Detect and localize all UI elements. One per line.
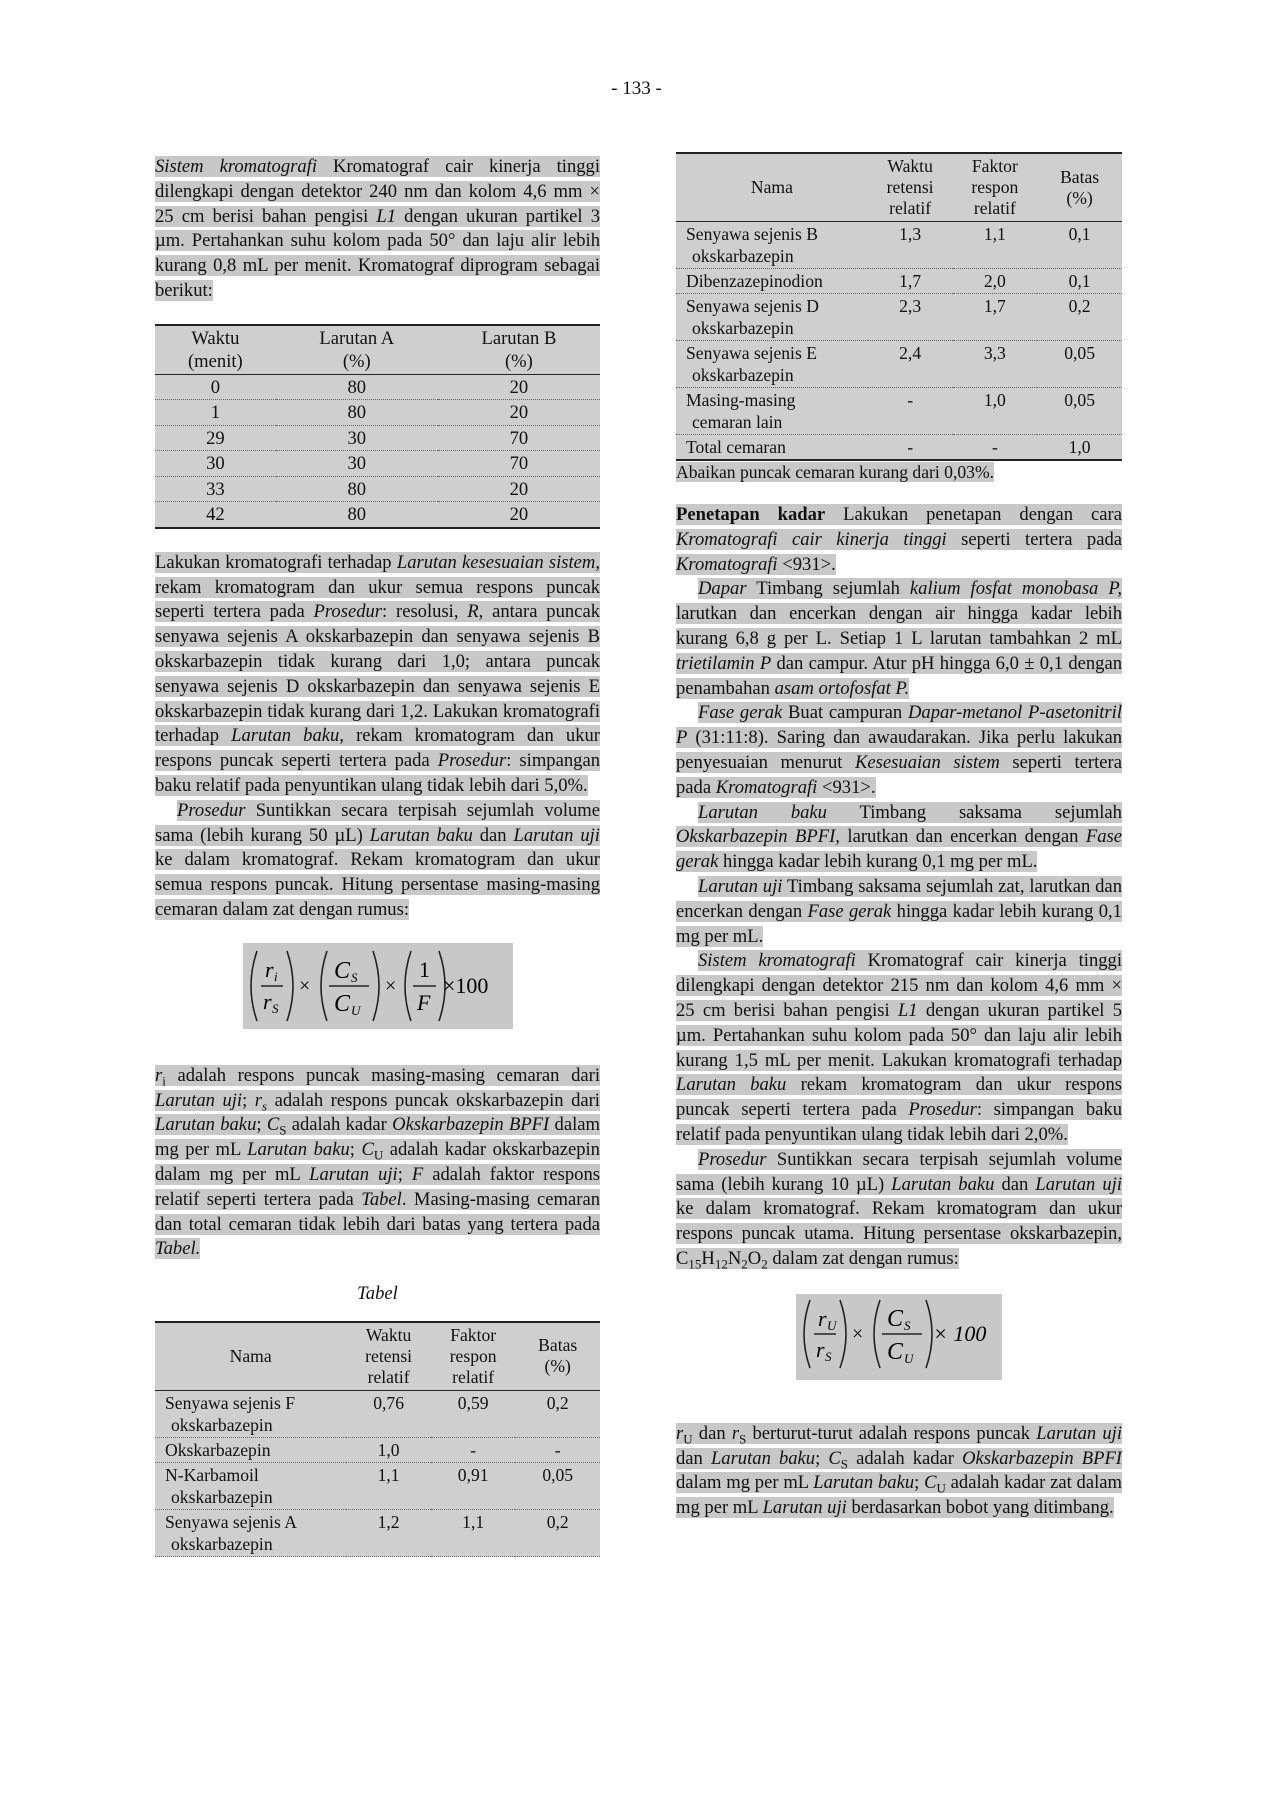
text-run: C [266,1114,280,1136]
text-run: , rekam kromatogram dan ukur semua respons puncak seperti tertera pada [155,551,600,623]
subscript: i [162,1073,166,1089]
f1-c-top-sub: S [350,969,357,985]
text-run: R [467,601,479,623]
impurity-value: 1,0 [1037,435,1122,461]
text-run: r [676,1422,684,1444]
subscript: S [739,1431,747,1447]
text-run: seperti tertera pada [946,528,1122,550]
imp2-header-rrt: Waktu retensi relatif [868,153,953,222]
text-run: r [731,1422,740,1444]
impurity-value: 2,4 [868,341,953,388]
gradient-cell: 0 [155,374,276,400]
impurity-name-line: Senyawa sejenis E [686,343,817,363]
sample-solution-paragraph [676,875,1122,949]
impurity-row [155,1437,600,1462]
f1-r-top-sub: i [273,968,278,984]
f2-factor: × 100 [933,1320,987,1346]
text-run: L1 [376,205,397,227]
gradient-cell: 80 [276,374,438,400]
text-run: adalah kadar [848,1447,963,1469]
impurity-value: - [953,435,1038,461]
impurity-table-1-body [155,1390,600,1556]
gradient-cell: 80 [276,400,438,426]
text-run: Kromatograf cair kinerja tinggi dilengkapi dengan detektor 215 nm dan kolom 4,6 mm × 25 cm berisi bahan pengisi [676,950,1122,1021]
impurity-name-line: Dibenzazepinodion [686,271,823,291]
text-run: Okskarbazepin BPFI [962,1447,1122,1469]
gradient-header-solution-a: Larutan A (%) [276,325,438,375]
text-run: Sistem kromatografi [155,156,318,177]
assay-formula [796,1294,1002,1380]
text-run: adalah kadar okskarbazepin dalam mg per mL [155,1139,600,1185]
table-caption: Tabel [357,1283,398,1305]
text-run: <931>. [777,553,836,575]
text-run: dan [994,1173,1036,1195]
text-run: O [747,1247,762,1269]
impurity-name-line: okskarbazepin [171,1533,273,1554]
f1-c-top: C [333,957,350,984]
subscript: S [279,1123,287,1139]
f1-r-bot: r [262,988,272,1014]
subscript: 2 [761,1256,768,1272]
impurity-value: 0,1 [1037,269,1122,294]
impurity-row [676,388,1122,435]
text-run: dengan ukuran partikel 3 µm. Pertahankan suhu kolom pada 50° dan laju alir lebih kurang 0,8 mL per menit. Kromatograf diprogram sebagai berikut: [155,205,600,301]
text-run: hingga kadar lebih kurang 0,1 mg per mL. [718,851,1038,873]
gradient-row [155,502,600,528]
f2-c-top: C [887,1305,904,1332]
impurity-value: 0,05 [1037,388,1122,435]
text-run: Kromatografi cair kinerja tinggi [676,528,947,550]
text-run: Sistem kromatografi [698,950,856,972]
impurity-value: 0,2 [1037,294,1122,341]
f1-one: 1 [418,956,430,982]
impurity-value: 1,3 [868,222,953,269]
text-run: : resolusi, [382,601,468,623]
f1-times-1: × [298,974,310,997]
text-run: Prosedur [437,750,507,772]
impurity-value: - [515,1437,600,1462]
impurity-name [676,388,868,435]
gradient-cell: 29 [155,425,276,451]
gradient-cell: 30 [155,451,276,477]
text-run: , rekam kromatogram dan ukur respons puncak seperti tertera pada [155,725,600,772]
impurity-row [155,1509,600,1556]
text-run: Larutan uji [762,1497,847,1519]
gradient-row [155,451,600,477]
text-run: Timbang saksama sejumlah [826,801,1122,823]
text-run: Kromatografi [676,553,778,575]
text-run: Kromatografi [715,776,818,798]
subscript: U [373,1147,384,1163]
subscript: 15 [688,1256,702,1272]
impurity-name-line: Total cemaran [686,437,786,457]
impurity-name [676,222,868,269]
impurity-value: 0,2 [515,1390,600,1437]
text-run: larutkan dan encerkan dengan [839,826,1086,848]
impurity-row [155,1390,600,1437]
gradient-header-time: Waktu (menit) [155,325,276,375]
text-run: dan [676,1447,711,1469]
text-run: kalium fosfat monobasa P, [909,578,1122,600]
text-run: ; [256,1114,267,1136]
text-run: C [924,1472,937,1494]
system-suitability-paragraph [155,551,600,799]
text-run: Larutan kesesuaian sistem [396,551,596,573]
imp-header-name: Nama [155,1322,346,1391]
text-run: Lakukan penetapan dengan cara [825,504,1122,525]
text-run: Larutan baku [676,1074,787,1096]
gradient-cell: 80 [276,476,438,502]
imp2-header-rrf: Faktor respon relatif [953,153,1038,222]
imp2-header-limit: Batas (%) [1037,153,1122,222]
text-run: ; [815,1447,829,1469]
impurity-value: 0,76 [346,1390,431,1437]
text-run: <931>. [817,776,876,798]
gradient-row [155,476,600,502]
impurity-name-line: Senyawa sejenis F [165,1392,295,1413]
impurity-name-line: okskarbazepin [171,1414,273,1435]
gradient-cell: 30 [276,425,438,451]
impurity-value: 0,05 [515,1462,600,1509]
text-run: Kesesuaian sistem [855,751,1000,773]
text-run: seperti tertera pada [676,751,1122,798]
text-run: r [254,1089,263,1111]
impurity-table-2-body [676,222,1122,461]
text-run: berturut-turut adalah respons puncak [746,1422,1037,1444]
text-run: Larutan baku [813,1472,915,1494]
subscript: s [262,1098,268,1114]
subscript: 2 [741,1256,748,1272]
text-run: C [361,1139,374,1161]
text-run: Tabel [361,1188,402,1210]
text-run: . Masing-masing cemaran dan total cemaran tidak lebih dari batas yang tertera pada [155,1188,600,1235]
impurity-name-line: Senyawa sejenis D [686,296,819,316]
gradient-row [155,374,600,400]
impurity-formula [243,943,513,1029]
text-run: ; [349,1139,362,1161]
subscript: 12 [714,1256,728,1272]
text-run: Fase gerak [807,900,892,922]
f2-c-bot: C [887,1338,904,1365]
mobile-phase-paragraph [676,701,1122,800]
text-run: Okskarbazepin BPFI, [676,826,840,848]
text-run: Larutan baku [247,1139,350,1161]
impurity-name-line: cemaran lain [692,412,783,432]
text-run: adalah respons puncak okskarbazepin dari [267,1089,600,1111]
f1-r-bot-sub: S [271,1000,278,1016]
gradient-cell: 42 [155,502,276,528]
text-run: , antara puncak senyawa sejenis A okskarbazepin dan senyawa sejenis B okskarbazepin tidak kurang dari 1,0; antara puncak senyawa sejenis D okskarbazepin dan senyawa sejenis E okskarbazepin tidak kurang dari 1,2. Lakukan kromatografi terhadap [155,601,600,747]
standard-solution-paragraph [676,801,1122,875]
text-run: Kromatograf cair kinerja tinggi dilengkapi dengan detektor 240 nm dan kolom 4,6 mm × 25 cm berisi bahan pengisi [155,156,601,227]
f2-c-bot-sub: U [904,1350,914,1366]
impurity-value: - [431,1437,516,1462]
text-run: Penetapan kadar [676,504,826,525]
impurity-row [676,341,1122,388]
impurity-name [155,1509,346,1556]
impurity-row [676,435,1122,461]
right-column [676,152,1122,1521]
assay-legend-paragraph [676,1422,1122,1521]
chromatography-system-paragraph [155,155,600,304]
text-run: ke dalam kromatograf. Rekam kromatogram dan ukur semua respons puncak. Hitung persentase masing-masing cemaran dalam zat dengan rumus: [155,849,600,920]
impurity-value: 0,05 [1037,341,1122,388]
f1-r-top: r [264,956,274,982]
text-run: C [828,1447,841,1469]
text-run: dan [692,1422,732,1444]
impurity-value: 1,2 [346,1509,431,1556]
assay-paragraph [676,503,1122,577]
impurity-name-line: okskarbazepin [692,318,794,338]
text-run: : simpangan baku relatif pada penyuntikan ulang tidak lebih dari 2,0%. [676,1099,1122,1145]
text-run: rekam kromatogram dan ukur respons puncak seperti tertera pada [676,1074,1122,1121]
impurity-value: - [868,435,953,461]
chromatographic-system-paragraph [676,949,1122,1147]
text-run: dalam mg per mL [676,1472,814,1494]
text-run: Larutan uji [155,1089,243,1111]
gradient-cell: 70 [438,425,600,451]
text-run: Larutan baku [698,801,827,823]
f2-c-top-sub: S [904,1317,911,1333]
text-run: Buat campuran [782,702,908,724]
page-number: - 133 - [611,78,662,99]
table-note: Abaikan puncak cemaran kurang dari 0,03%. [676,462,995,482]
text-run: Lakukan kromatografi terhadap [155,551,397,573]
text-run: larutkan dan encerkan dengan air hingga kadar lebih kurang 6,8 g per L. Setiap 1 L larutan tambahkan 2 mL [676,603,1122,649]
gradient-cell: 30 [276,451,438,477]
impurity-name-line: okskarbazepin [692,365,794,385]
impurity-value: 1,7 [868,269,953,294]
impurity-name-line: okskarbazepin [171,1486,273,1507]
text-run: adalah respons puncak masing-masing cemaran dari [165,1064,600,1086]
text-run: Larutan uji [309,1163,398,1185]
text-run: Larutan uji [1036,1422,1122,1444]
impurity-name-line: Senyawa sejenis A [165,1511,297,1532]
text-run: Suntikkan secara terpisah sejumlah volume sama (lebih kurang 50 µL) [155,799,600,846]
impurity-name [676,294,868,341]
text-run: (31:11:8). Saring dan awaudarakan. Jika perlu lakukan penyesuaian menurut [676,727,1122,773]
subscript: U [683,1431,693,1447]
text-run: Larutan uji [698,875,783,897]
gradient-header-solution-b: Larutan B (%) [438,325,600,375]
assay-procedure-paragraph [676,1148,1122,1272]
gradient-table-body [155,374,600,528]
impurity-value: 2,3 [868,294,953,341]
text-run: ; [914,1472,925,1494]
text-run: Prosedur [698,1148,767,1170]
gradient-row [155,425,600,451]
impurity-value: 1,1 [953,222,1038,269]
gradient-cell: 20 [438,476,600,502]
impurity-name-line: N-Karbamoil [165,1464,259,1485]
f1-times-2: × [384,974,396,997]
text-run: L1 [897,999,918,1021]
text-run: Larutan baku [231,725,340,747]
impurity-row [676,222,1122,269]
f2-times: × [852,1322,864,1345]
text-run: dan [472,824,514,846]
impurity-name [155,1462,346,1509]
text-run: Larutan uji [1035,1173,1122,1195]
gradient-row [155,400,600,426]
impurity-name [676,435,868,461]
text-run: Larutan baku [369,824,473,846]
text-run: H [701,1247,715,1269]
text-run: Okskarbazepin BPFI [392,1114,550,1136]
text-run: Tabel. [155,1238,201,1260]
text-run: asam ortofosfat P. [774,677,910,699]
imp-header-limit: Batas (%) [515,1322,600,1391]
text-run: N [727,1247,742,1269]
text-run: dan campur. Atur pH hingga 6,0 ± 0,1 dengan penambahan [676,652,1123,699]
text-run: hingga kadar lebih kurang 0,1 mg per mL. [676,900,1122,947]
text-run: adalah kadar [286,1114,393,1136]
text-run: dengan ukuran partikel 5 µm. Pertahankan suhu kolom pada 50° dan laju alir lebih kurang 1,5 mL per menit. Lakukan kromatografi terhadap [676,999,1123,1071]
impurity-row [155,1462,600,1509]
imp-header-rrt: Waktu retensi relatif [346,1322,431,1391]
text-run: Larutan baku [710,1447,816,1469]
text-run: adalah kadar zat dalam mg per mL [676,1472,1122,1519]
impurity-value: 1,0 [346,1437,431,1462]
impurity-value: - [868,388,953,435]
text-run: Fase gerak [676,826,1123,873]
text-run: ; [397,1163,412,1185]
text-run: Prosedur [177,799,246,821]
impurity-value: 2,0 [953,269,1038,294]
text-run: Prosedur [908,1099,977,1121]
gradient-cell: 20 [438,502,600,528]
text-run: r [155,1064,163,1086]
impurity-table-part-2 [676,152,1122,461]
impurity-value: 1,7 [953,294,1038,341]
f2-r-top-sub: U [827,1317,837,1333]
text-run: Timbang sejumlah [746,578,910,600]
impurity-value: 1,1 [346,1462,431,1509]
impurity-value: 0,2 [515,1509,600,1556]
impurity-name-line: Okskarbazepin [165,1439,271,1460]
gradient-cell: 33 [155,476,276,502]
text-run: Timbang saksama sejumlah zat, larutkan dan encerkan dengan [676,875,1122,922]
buffer-paragraph [676,577,1122,701]
text-run: berdasarkan bobot yang ditimbang. [846,1497,1114,1519]
gradient-cell: 20 [438,374,600,400]
text-run: Larutan uji [513,824,600,846]
text-run: dalam zat dengan rumus: [767,1247,959,1269]
gradient-cell: 20 [438,400,600,426]
impurity-row [676,294,1122,341]
text-run: Larutan baku [155,1114,257,1136]
text-run: ; [242,1089,255,1111]
imp-header-rrf: Faktor respon relatif [431,1322,516,1391]
text-run: Suntikkan secara terpisah sejumlah volume sama (lebih kurang 10 µL) [676,1148,1122,1195]
text-run: Dapar [698,578,747,600]
impurity-name-line: Senyawa sejenis B [686,224,818,244]
subscript: S [840,1456,849,1472]
subscript: U [936,1481,946,1497]
text-run: Larutan baku [891,1173,995,1195]
impurity-name [676,341,868,388]
text-run: Dapar-metanol P-asetonitril P [676,702,1123,749]
text-run: trietilamin P [676,652,772,674]
f2-r-bot-sub: S [825,1348,832,1364]
f1-f: F [416,989,430,1015]
gradient-cell: 70 [438,451,600,477]
impurity-name [155,1390,346,1437]
f1-c-bot-sub: U [350,1002,360,1018]
left-column [155,155,600,1557]
impurity-name [676,269,868,294]
impurity-name-line: Masing-masing [686,390,796,410]
text-run: dalam mg per mL [155,1114,600,1161]
text-run: : simpangan baku relatif pada penyuntikan ulang tidak lebih dari 5,0%. [155,750,600,796]
gradient-cell: 80 [276,502,438,528]
imp2-header-name: Nama [676,153,868,222]
impurity-name-line: okskarbazepin [692,246,794,266]
impurity-value: 3,3 [953,341,1038,388]
procedure-paragraph [155,799,600,923]
impurity-name [155,1437,346,1462]
text-run: ke dalam kromatograf. Rekam kromatogram dan ukur respons puncak utama. Hitung persentase okskarbazepin, C [676,1198,1122,1269]
impurity-value: 1,1 [431,1509,516,1556]
gradient-cell: 1 [155,400,276,426]
impurity-row [676,269,1122,294]
f2-r-top: r [818,1305,827,1331]
f2-r-bot: r [816,1336,825,1362]
impurity-value: 0,1 [1037,222,1122,269]
impurity-value: 0,59 [431,1390,516,1437]
impurity-table-part-1 [155,1321,600,1557]
formula-legend-paragraph [155,1064,600,1262]
text-run: Prosedur [313,601,383,623]
gradient-table [155,324,600,529]
text-run: F [411,1163,424,1185]
f1-factor: ×100 [442,972,488,998]
impurity-value: 1,0 [953,388,1038,435]
text-run: adalah faktor respons relatif seperti tertera pada [155,1163,600,1210]
text-run: Fase gerak [698,702,783,724]
impurity-value: 0,91 [431,1462,516,1509]
f1-c-bot: C [333,990,350,1017]
